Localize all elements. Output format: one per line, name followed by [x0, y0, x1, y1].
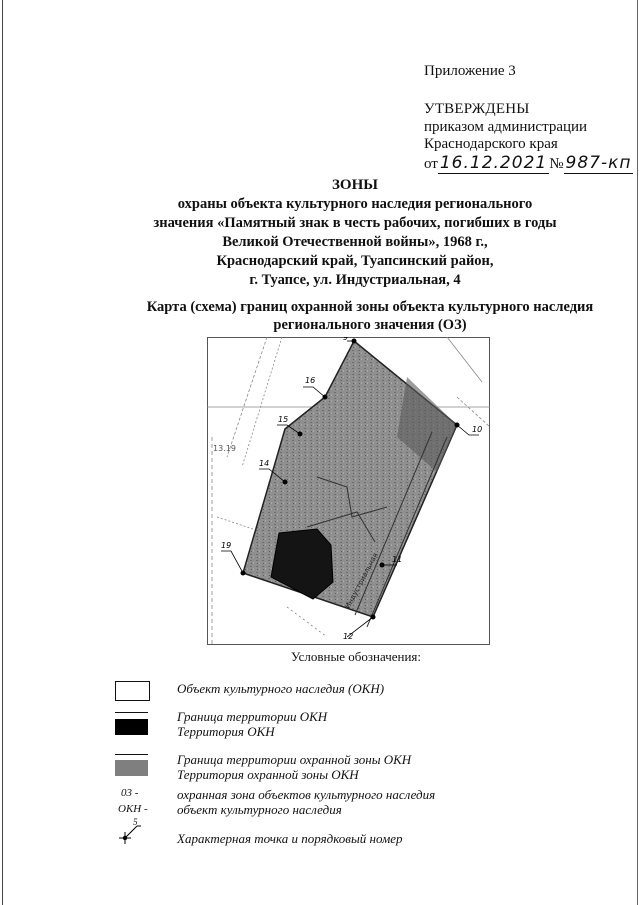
title-line-2: охраны объекта культурного наследия регионального — [177, 196, 533, 212]
approved-label: УТВЕРЖДЕНЫ — [424, 101, 530, 117]
legend-okn-territory-text: Территория ОКН — [177, 724, 275, 739]
point-label-16: 16 — [305, 376, 316, 385]
legend-code-okn: ОКН - — [118, 803, 148, 815]
map-title — [100, 298, 639, 334]
region-label: Краснодарского края — [424, 136, 558, 152]
document-title — [80, 176, 630, 290]
legend-zone-border-line — [115, 754, 148, 755]
legend-zone-border-text: Граница территории охранной зоны ОКН — [177, 752, 412, 767]
title-line-5: Краснодарский край, Туапсинский район, — [216, 253, 494, 269]
zone-map-svg — [207, 337, 490, 645]
legend-empty-rect-icon — [115, 681, 150, 701]
scan-edge-right — [637, 0, 638, 905]
zone-map — [207, 337, 490, 645]
legend-point-text: Характерная точка и порядковый номер — [177, 831, 403, 846]
point-label-14: 14 — [259, 459, 270, 468]
date-number-line — [424, 153, 633, 174]
point-label-19: 19 — [221, 541, 232, 550]
legend-marker-number: 5 — [133, 817, 138, 827]
legend-title: Условные обозначения: — [291, 649, 422, 664]
point-label-10: 10 — [472, 425, 483, 434]
map-title-line-2: регионального значения (ОЗ) — [273, 317, 467, 333]
legend-code-oz: 03 - — [121, 787, 139, 799]
map-title-line-1: Карта (схема) границ охранной зоны объекта культурного наследия — [146, 299, 594, 315]
date-prefix: от — [424, 156, 438, 172]
point-label-9: 9 — [343, 337, 349, 342]
legend-gray-rect-icon — [115, 760, 148, 776]
legend-okn-text: Объект культурного наследия (ОКН) — [177, 681, 385, 696]
title-zones: ЗОНЫ — [332, 177, 378, 193]
by-order-label: приказом администрации — [424, 119, 588, 135]
legend-okn-border-text: Граница территории ОКН — [177, 709, 328, 724]
side-number-label: 13.19 — [213, 444, 236, 453]
appendix-label: Приложение 3 — [424, 63, 516, 79]
handwritten-date: 16.12.2021 — [439, 153, 548, 173]
title-line-4: Великой Отечественной войны», 1968 г., — [222, 234, 488, 250]
legend-black-rect-icon — [115, 719, 148, 735]
street-name-label: Индустриальная — [343, 551, 380, 610]
number-prefix: № — [549, 156, 564, 172]
title-line-6: г. Туапсе, ул. Индустриальная, 4 — [249, 272, 461, 288]
legend-okn-abbr-text: объект культурного наследия — [177, 802, 342, 817]
legend-okn-border-line — [115, 712, 148, 713]
title-line-3: значения «Памятный знак в честь рабочих, погибших в годы — [153, 215, 557, 231]
legend-oz-text: охранная зона объектов культурного наследия — [177, 787, 436, 802]
point-label-15: 15 — [278, 415, 289, 424]
point-label-11: 11 — [392, 555, 403, 564]
handwritten-number: 987-кп — [565, 153, 632, 173]
legend-zone-territory-text: Территория охранной зоны ОКН — [177, 767, 359, 782]
point-label-12: 12 — [343, 632, 354, 641]
scan-edge-left — [2, 0, 3, 905]
